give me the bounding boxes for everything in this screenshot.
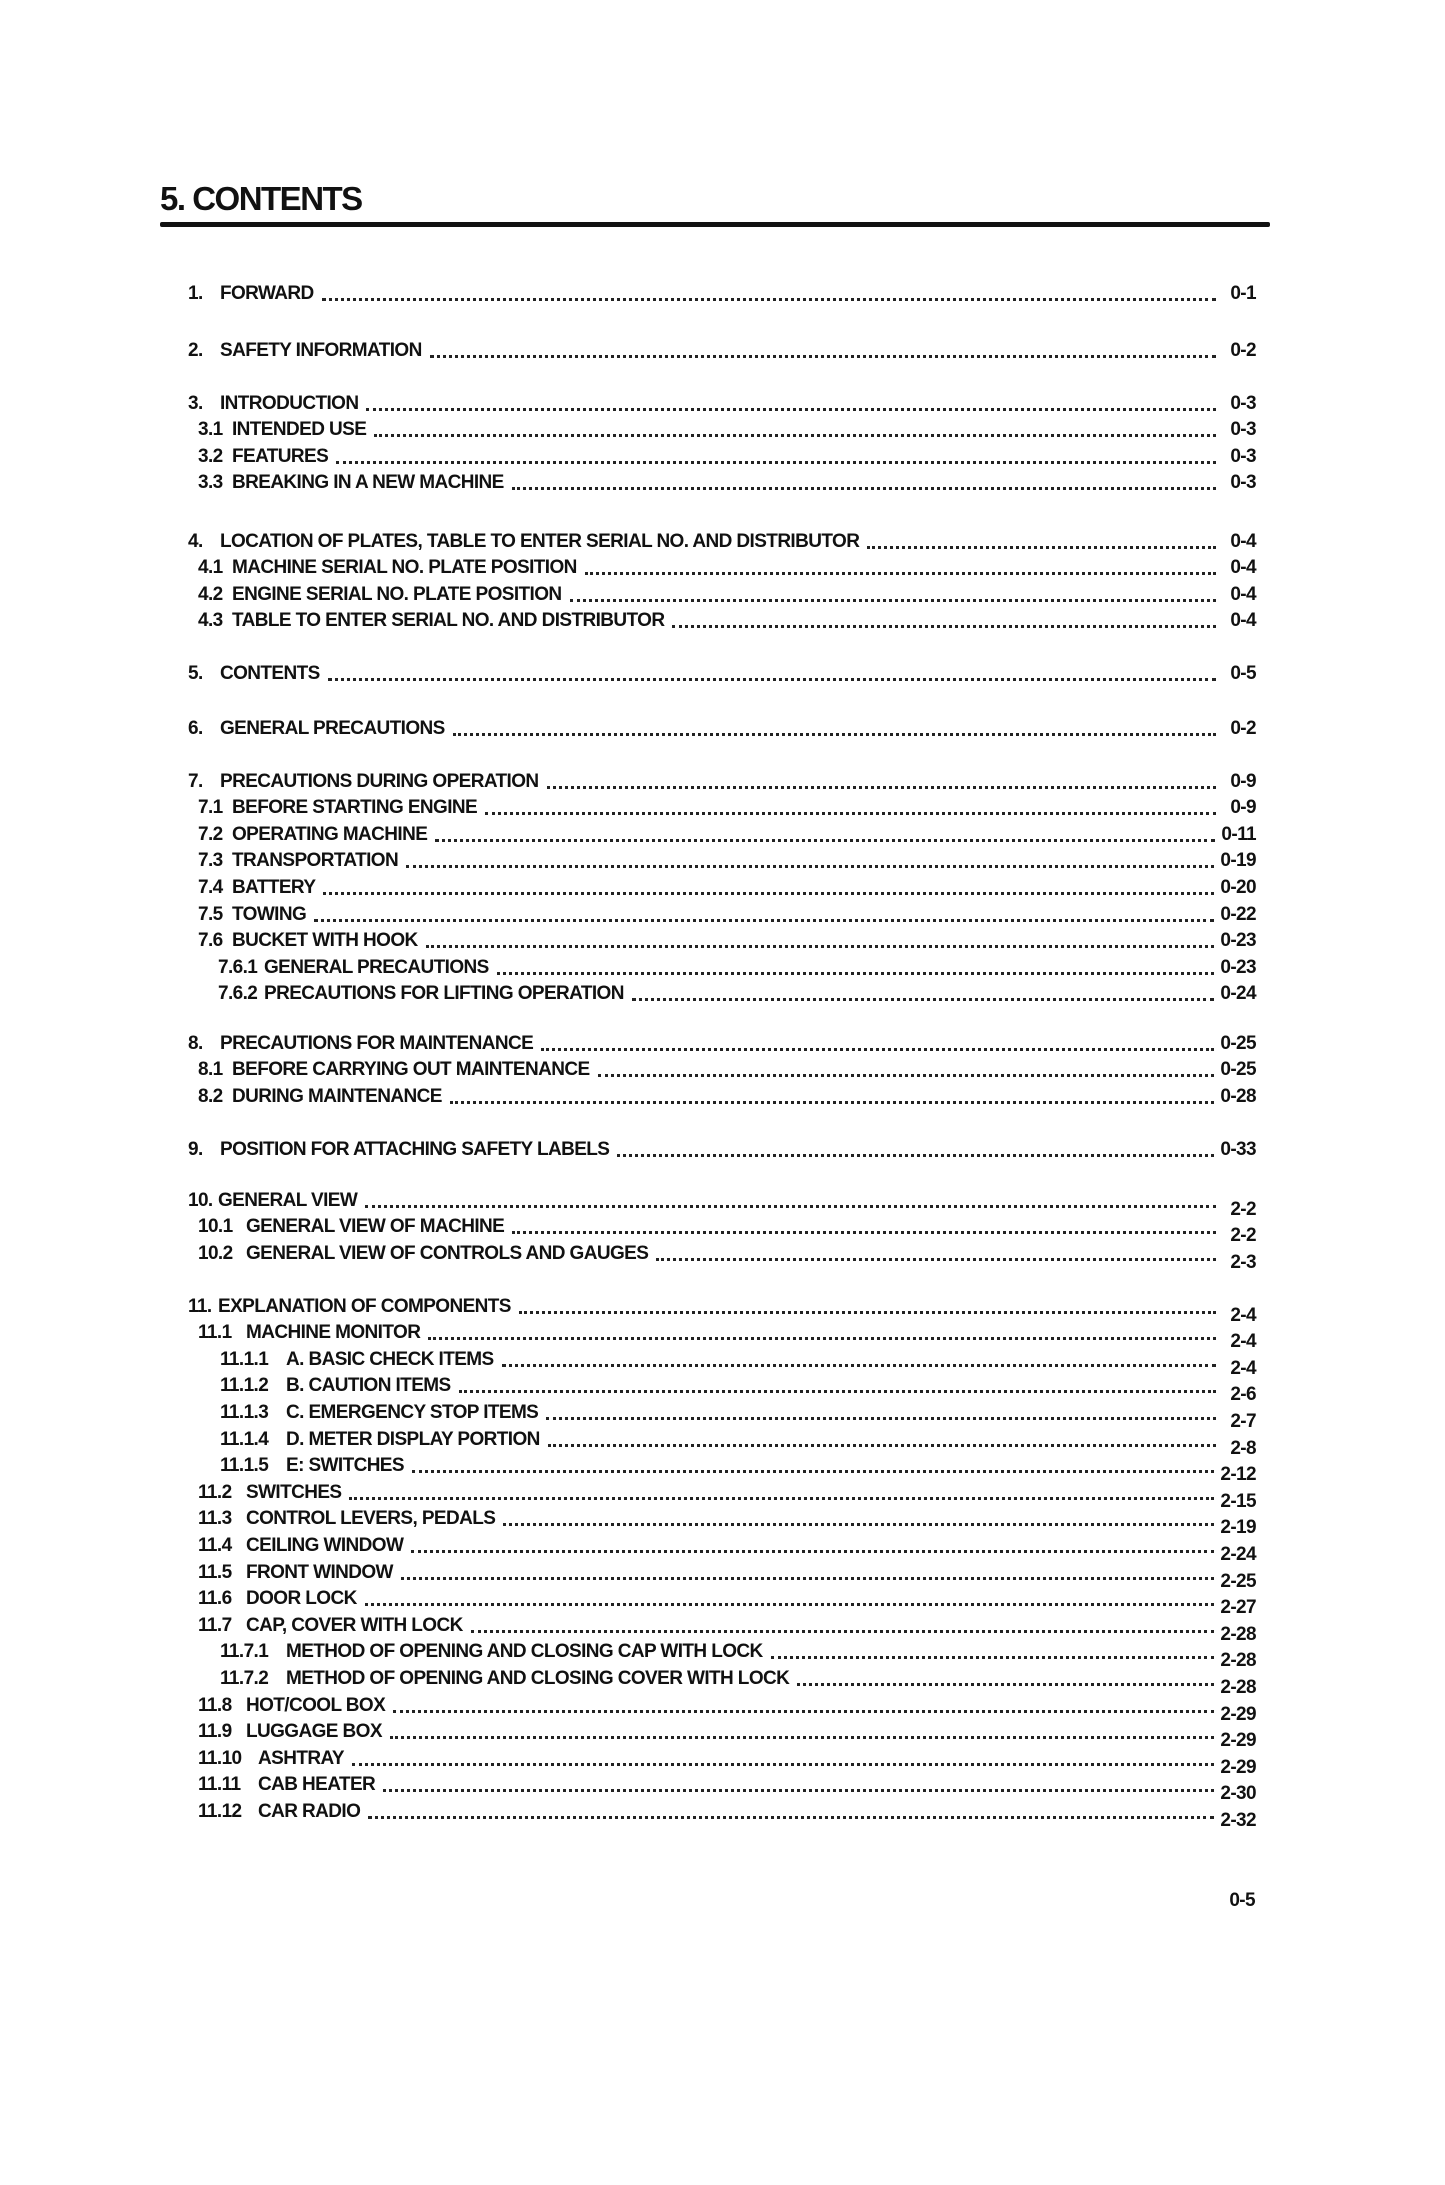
entry-page: 2-4 bbox=[1230, 1331, 1256, 1353]
entry-title: CAP, COVER WITH LOCK bbox=[246, 1614, 463, 1636]
entry-page: 2-29 bbox=[1220, 1756, 1256, 1778]
dot-leader bbox=[401, 1577, 1214, 1580]
entry-page: 2-30 bbox=[1220, 1783, 1256, 1805]
dot-leader bbox=[867, 546, 1216, 549]
entry-number: 1. bbox=[188, 282, 203, 304]
entry-page: 0-25 bbox=[1220, 1032, 1256, 1054]
toc-entry[interactable] bbox=[188, 1424, 1256, 1459]
entry-number: 10.2 bbox=[198, 1242, 233, 1264]
entry-page: 2-29 bbox=[1220, 1703, 1256, 1725]
dot-leader bbox=[323, 892, 1214, 895]
dot-leader bbox=[328, 678, 1216, 681]
entry-number: 5. bbox=[188, 662, 203, 684]
toc-entry[interactable] bbox=[188, 468, 1256, 495]
toc-entry[interactable] bbox=[188, 553, 1256, 580]
entry-page: 2-8 bbox=[1230, 1437, 1256, 1459]
toc-entry[interactable] bbox=[188, 388, 1256, 415]
entry-number: 3.1 bbox=[198, 419, 223, 441]
dot-leader bbox=[512, 1231, 1216, 1234]
toc-entry[interactable] bbox=[188, 1796, 1256, 1831]
entry-number: 8.2 bbox=[198, 1085, 223, 1107]
entry-page: 0-19 bbox=[1220, 850, 1256, 872]
toc-entry[interactable] bbox=[188, 1081, 1256, 1108]
entry-title: PRECAUTIONS FOR MAINTENANCE bbox=[220, 1032, 534, 1054]
toc-section bbox=[188, 388, 1256, 494]
entry-page: 0-4 bbox=[1230, 557, 1256, 579]
dot-leader bbox=[497, 972, 1215, 975]
entry-number: 7.6.1 bbox=[218, 956, 258, 978]
entry-number: 7.6.2 bbox=[218, 983, 258, 1005]
toc-entry[interactable] bbox=[188, 793, 1256, 820]
entry-page: 0-4 bbox=[1230, 583, 1256, 605]
toc-entry[interactable] bbox=[188, 441, 1256, 468]
entry-number: 4.1 bbox=[198, 557, 223, 579]
toc-entry[interactable] bbox=[188, 1451, 1256, 1486]
toc-entry[interactable] bbox=[188, 1185, 1256, 1220]
entry-number: 8. bbox=[188, 1032, 203, 1054]
entry-page: 0-3 bbox=[1230, 392, 1256, 414]
entry-number: 11.3 bbox=[198, 1508, 232, 1530]
entry-page: 0-20 bbox=[1220, 876, 1256, 898]
dot-leader bbox=[541, 1048, 1214, 1051]
dot-leader bbox=[349, 1497, 1214, 1500]
entry-number: 4.3 bbox=[198, 610, 223, 632]
toc-entry[interactable] bbox=[188, 526, 1256, 553]
entry-page: 2-4 bbox=[1230, 1304, 1256, 1326]
toc-entry[interactable] bbox=[188, 713, 1256, 740]
toc-entry[interactable] bbox=[188, 1717, 1256, 1752]
entry-page: 0-11 bbox=[1221, 823, 1256, 845]
entry-number: 7.2 bbox=[198, 823, 223, 845]
entry-number: 11.2 bbox=[198, 1481, 232, 1503]
entry-number: 7. bbox=[188, 770, 203, 792]
entry-number: 4.2 bbox=[198, 583, 223, 605]
entry-number: 11.8 bbox=[198, 1694, 232, 1716]
dot-leader bbox=[519, 1311, 1216, 1314]
entry-number: 11.1.2 bbox=[220, 1375, 269, 1397]
dot-leader bbox=[411, 1550, 1214, 1553]
dot-leader bbox=[503, 1523, 1214, 1526]
entry-number: 11.1.1 bbox=[220, 1348, 269, 1370]
toc-section bbox=[188, 766, 1256, 1005]
toc-entry[interactable] bbox=[188, 766, 1256, 793]
entry-number: 3.3 bbox=[198, 472, 223, 494]
entry-title: POSITION FOR ATTACHING SAFETY LABELS bbox=[220, 1138, 610, 1160]
entry-page: 2-27 bbox=[1220, 1597, 1256, 1619]
entry-number: 7.1 bbox=[198, 797, 223, 819]
entry-title: FORWARD bbox=[220, 282, 314, 304]
entry-title: HOT/COOL BOX bbox=[246, 1694, 386, 1716]
entry-number: 8.1 bbox=[198, 1059, 223, 1081]
toc-entry[interactable] bbox=[188, 1238, 1256, 1273]
dot-leader bbox=[366, 408, 1216, 411]
entry-title: E: SWITCHES bbox=[286, 1455, 404, 1477]
entry-page: 0-4 bbox=[1230, 610, 1256, 632]
entry-title: FRONT WINDOW bbox=[246, 1561, 393, 1583]
entry-number: 11.7.2 bbox=[220, 1667, 269, 1689]
entry-page: 0-3 bbox=[1230, 419, 1256, 441]
dot-leader bbox=[453, 733, 1216, 736]
entry-number: 11.1.3 bbox=[220, 1401, 269, 1423]
entry-page: 2-24 bbox=[1220, 1543, 1256, 1565]
dot-leader bbox=[393, 1710, 1214, 1713]
toc-entry[interactable] bbox=[188, 1371, 1256, 1406]
entry-number: 4. bbox=[188, 530, 203, 552]
dot-leader bbox=[368, 1816, 1214, 1819]
dot-leader bbox=[406, 865, 1214, 868]
toc-section bbox=[188, 713, 1256, 740]
dot-leader bbox=[598, 1074, 1215, 1077]
toc-section bbox=[188, 278, 1256, 305]
entry-number: 7.4 bbox=[198, 876, 223, 898]
toc-section bbox=[188, 1291, 1256, 1831]
dot-leader bbox=[365, 1205, 1216, 1208]
entry-title: MACHINE SERIAL NO. PLATE POSITION bbox=[232, 557, 577, 579]
entry-number: 2. bbox=[188, 339, 203, 361]
entry-title: INTRODUCTION bbox=[220, 392, 359, 414]
page-number: 0-5 bbox=[1229, 1890, 1255, 1911]
entry-number: 11.10 bbox=[198, 1747, 242, 1769]
dot-leader bbox=[428, 1337, 1216, 1340]
toc-entry[interactable] bbox=[188, 1134, 1256, 1161]
dot-leader bbox=[632, 998, 1215, 1001]
entry-page: 2-15 bbox=[1220, 1490, 1256, 1512]
dot-leader bbox=[314, 919, 1214, 922]
entry-number: 11.9 bbox=[198, 1721, 232, 1743]
page-title: 5. CONTENTS bbox=[160, 180, 362, 217]
toc-entry[interactable] bbox=[188, 952, 1256, 979]
toc-entry[interactable] bbox=[188, 1344, 1256, 1379]
toc-entry[interactable] bbox=[188, 872, 1256, 899]
dot-leader bbox=[512, 487, 1216, 490]
dot-leader bbox=[548, 1444, 1216, 1447]
entry-title: LUGGAGE BOX bbox=[246, 1721, 382, 1743]
entry-page: 0-33 bbox=[1220, 1138, 1256, 1160]
toc-entry[interactable] bbox=[188, 1770, 1256, 1805]
toc-entry[interactable] bbox=[188, 899, 1256, 926]
entry-title: ASHTRAY bbox=[258, 1747, 344, 1769]
dot-leader bbox=[426, 945, 1215, 948]
entry-page: 2-29 bbox=[1220, 1730, 1256, 1752]
entry-title: BATTERY bbox=[232, 876, 316, 898]
entry-title: CAB HEATER bbox=[258, 1774, 376, 1796]
entry-title: CONTROL LEVERS, PEDALS bbox=[246, 1508, 496, 1530]
entry-number: 7.5 bbox=[198, 903, 223, 925]
toc-entry[interactable] bbox=[188, 1477, 1256, 1512]
entry-number: 7.6 bbox=[198, 930, 223, 952]
toc-entry[interactable] bbox=[188, 415, 1256, 442]
entry-title: CAR RADIO bbox=[258, 1800, 361, 1822]
entry-number: 3. bbox=[188, 392, 203, 414]
dot-leader bbox=[390, 1736, 1214, 1739]
entry-title: D. METER DISPLAY PORTION bbox=[286, 1428, 540, 1450]
dot-leader bbox=[672, 625, 1216, 628]
toc-entry[interactable] bbox=[188, 1504, 1256, 1539]
entry-page: 0-9 bbox=[1230, 770, 1256, 792]
entry-number: 11.7.1 bbox=[220, 1641, 269, 1663]
dot-leader bbox=[352, 1763, 1214, 1766]
entry-number: 10. bbox=[188, 1189, 213, 1211]
entry-page: 2-2 bbox=[1230, 1198, 1256, 1220]
entry-title: LOCATION OF PLATES, TABLE TO ENTER SERIAL NO. AND DISTRIBUTOR bbox=[220, 530, 860, 552]
toc-section bbox=[188, 1134, 1256, 1161]
entry-title: MACHINE MONITOR bbox=[246, 1322, 421, 1344]
dot-leader bbox=[502, 1364, 1216, 1367]
dot-leader bbox=[547, 786, 1216, 789]
entry-title: GENERAL PRECAUTIONS bbox=[220, 717, 445, 739]
dot-leader bbox=[570, 599, 1216, 602]
entry-page: 2-32 bbox=[1220, 1809, 1256, 1831]
toc-entry[interactable] bbox=[188, 1557, 1256, 1592]
entry-number: 11.1.5 bbox=[220, 1455, 269, 1477]
dot-leader bbox=[374, 434, 1216, 437]
dot-leader bbox=[771, 1656, 1215, 1659]
entry-page: 2-7 bbox=[1230, 1410, 1256, 1432]
dot-leader bbox=[336, 461, 1216, 464]
entry-title: C. EMERGENCY STOP ITEMS bbox=[286, 1401, 539, 1423]
toc-section bbox=[188, 1028, 1256, 1108]
entry-page: 0-23 bbox=[1220, 956, 1256, 978]
toc-section bbox=[188, 1185, 1256, 1273]
entry-title: SWITCHES bbox=[246, 1481, 342, 1503]
dot-leader bbox=[797, 1683, 1214, 1686]
entry-number: 10.1 bbox=[198, 1216, 233, 1238]
toc-entry[interactable] bbox=[188, 1530, 1256, 1565]
dot-leader bbox=[450, 1101, 1215, 1104]
entry-title: A. BASIC CHECK ITEMS bbox=[286, 1348, 494, 1370]
entry-title: CONTENTS bbox=[220, 662, 320, 684]
entry-title: B. CAUTION ITEMS bbox=[286, 1375, 451, 1397]
entry-title: GENERAL VIEW OF CONTROLS AND GAUGES bbox=[246, 1242, 649, 1264]
entry-number: 11.11 bbox=[198, 1774, 241, 1796]
entry-title: ENGINE SERIAL NO. PLATE POSITION bbox=[232, 583, 562, 605]
toc-entry[interactable] bbox=[188, 658, 1256, 685]
toc-entry[interactable] bbox=[188, 1291, 1256, 1326]
entry-page: 2-28 bbox=[1220, 1676, 1256, 1698]
toc-entry[interactable] bbox=[188, 1690, 1256, 1725]
entry-page: 2-28 bbox=[1220, 1623, 1256, 1645]
dot-leader bbox=[322, 298, 1216, 301]
toc-entry[interactable] bbox=[188, 1055, 1256, 1082]
entry-title: METHOD OF OPENING AND CLOSING CAP WITH LOCK bbox=[286, 1641, 763, 1663]
dot-leader bbox=[430, 355, 1216, 358]
entry-title: FEATURES bbox=[232, 445, 329, 467]
toc-entry[interactable] bbox=[188, 979, 1256, 1006]
entry-page: 0-25 bbox=[1220, 1059, 1256, 1081]
dot-leader bbox=[383, 1789, 1214, 1792]
entry-page: 2-6 bbox=[1230, 1384, 1256, 1406]
entry-page: 0-24 bbox=[1220, 983, 1256, 1005]
entry-number: 11.6 bbox=[198, 1588, 232, 1610]
entry-number: 11.1.4 bbox=[220, 1428, 269, 1450]
entry-number: 3.2 bbox=[198, 445, 223, 467]
toc-entry[interactable] bbox=[188, 846, 1256, 873]
toc-entry[interactable] bbox=[188, 1663, 1256, 1698]
entry-page: 0-2 bbox=[1230, 717, 1256, 739]
dot-leader bbox=[485, 812, 1216, 815]
dot-leader bbox=[546, 1417, 1216, 1420]
toc-entry[interactable] bbox=[188, 1028, 1256, 1055]
entry-page: 2-4 bbox=[1230, 1357, 1256, 1379]
entry-page: 2-12 bbox=[1220, 1464, 1256, 1486]
entry-title: BEFORE CARRYING OUT MAINTENANCE bbox=[232, 1059, 590, 1081]
entry-title: OPERATING MACHINE bbox=[232, 823, 428, 845]
entry-number: 11.4 bbox=[198, 1534, 232, 1556]
entry-page: 0-22 bbox=[1220, 903, 1256, 925]
entry-title: CEILING WINDOW bbox=[246, 1534, 404, 1556]
entry-number: 11.12 bbox=[198, 1800, 242, 1822]
entry-page: 0-5 bbox=[1230, 662, 1256, 684]
entry-page: 0-23 bbox=[1220, 930, 1256, 952]
dot-leader bbox=[471, 1630, 1215, 1633]
entry-title: TRANSPORTATION bbox=[232, 850, 399, 872]
toc-section bbox=[188, 526, 1256, 632]
entry-title: GENERAL PRECAUTIONS bbox=[264, 956, 489, 978]
entry-number: 11.7 bbox=[198, 1614, 232, 1636]
entry-page: 2-25 bbox=[1220, 1570, 1256, 1592]
entry-page: 2-28 bbox=[1220, 1650, 1256, 1672]
entry-page: 0-3 bbox=[1230, 445, 1256, 467]
toc-entry[interactable] bbox=[188, 1212, 1256, 1247]
toc-entry[interactable] bbox=[188, 1584, 1256, 1619]
toc-entry[interactable] bbox=[188, 579, 1256, 606]
toc-entry[interactable] bbox=[188, 335, 1256, 362]
entry-page: 0-28 bbox=[1220, 1085, 1256, 1107]
toc-entry[interactable] bbox=[188, 606, 1256, 633]
entry-page: 2-3 bbox=[1230, 1251, 1256, 1273]
toc-section bbox=[188, 658, 1256, 685]
entry-page: 2-19 bbox=[1220, 1517, 1256, 1539]
dot-leader bbox=[656, 1258, 1216, 1261]
dot-leader bbox=[459, 1390, 1216, 1393]
entry-page: 0-9 bbox=[1230, 797, 1256, 819]
toc-entry[interactable] bbox=[188, 819, 1256, 846]
entry-title: TABLE TO ENTER SERIAL NO. AND DISTRIBUTOR bbox=[232, 610, 665, 632]
entry-title: DOOR LOCK bbox=[246, 1588, 357, 1610]
entry-title: PRECAUTIONS FOR LIFTING OPERATION bbox=[264, 983, 624, 1005]
entry-title: BREAKING IN A NEW MACHINE bbox=[232, 472, 504, 494]
toc-entry[interactable] bbox=[188, 1318, 1256, 1353]
entry-number: 6. bbox=[188, 717, 203, 739]
entry-number: 11.5 bbox=[198, 1561, 232, 1583]
entry-title: BUCKET WITH HOOK bbox=[232, 930, 418, 952]
entry-title: METHOD OF OPENING AND CLOSING COVER WITH LOCK bbox=[286, 1667, 790, 1689]
entry-title: INTENDED USE bbox=[232, 419, 367, 441]
dot-leader bbox=[412, 1470, 1214, 1473]
entry-number: 7.3 bbox=[198, 850, 223, 872]
dot-leader bbox=[365, 1603, 1215, 1606]
entry-title: SAFETY INFORMATION bbox=[220, 339, 422, 361]
entry-number: 11.1 bbox=[198, 1322, 232, 1344]
dot-leader bbox=[585, 572, 1216, 575]
entry-page: 0-3 bbox=[1230, 472, 1256, 494]
entry-title: PRECAUTIONS DURING OPERATION bbox=[220, 770, 539, 792]
toc-entry[interactable] bbox=[188, 1743, 1256, 1778]
toc-entry[interactable] bbox=[188, 1637, 1256, 1672]
toc-entry[interactable] bbox=[188, 926, 1256, 953]
entry-title: BEFORE STARTING ENGINE bbox=[232, 797, 478, 819]
toc-entry[interactable] bbox=[188, 1610, 1256, 1645]
entry-number: 9. bbox=[188, 1138, 203, 1160]
entry-page: 2-2 bbox=[1230, 1225, 1256, 1247]
dot-leader bbox=[435, 839, 1215, 842]
dot-leader bbox=[617, 1154, 1214, 1157]
entry-title: EXPLANATION OF COMPONENTS bbox=[218, 1295, 511, 1317]
entry-number: 11. bbox=[188, 1295, 212, 1317]
toc-entry[interactable] bbox=[188, 1397, 1256, 1432]
toc-section bbox=[188, 335, 1256, 362]
entry-page: 0-1 bbox=[1230, 282, 1256, 304]
entry-title: TOWING bbox=[232, 903, 307, 925]
entry-page: 0-4 bbox=[1230, 530, 1256, 552]
entry-page: 0-2 bbox=[1230, 339, 1256, 361]
toc-entry[interactable] bbox=[188, 278, 1256, 305]
entry-title: GENERAL VIEW bbox=[218, 1189, 358, 1211]
title-rule bbox=[160, 222, 1270, 227]
entry-title: GENERAL VIEW OF MACHINE bbox=[246, 1216, 505, 1238]
entry-title: DURING MAINTENANCE bbox=[232, 1085, 442, 1107]
